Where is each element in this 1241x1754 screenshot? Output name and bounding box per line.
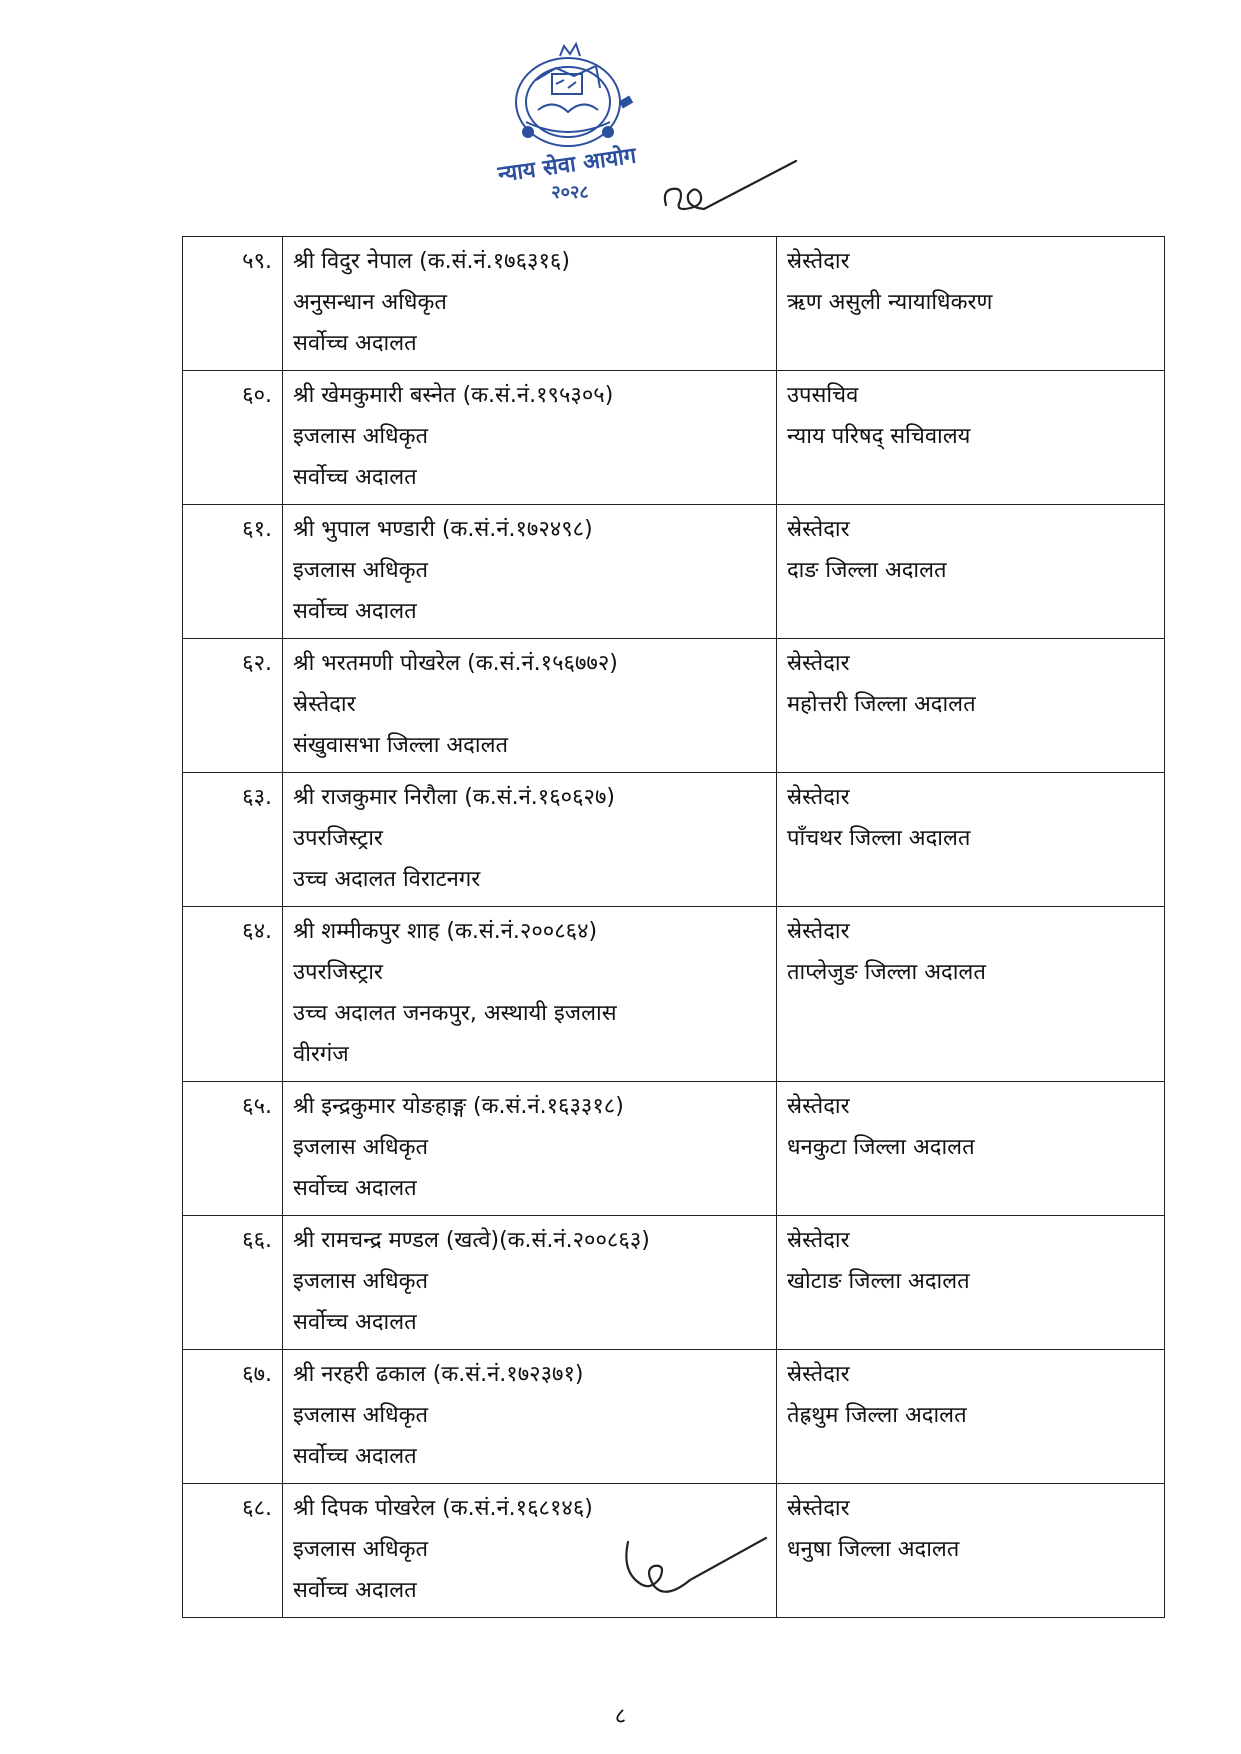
table-row (183, 237, 1165, 371)
seal-title: न्याय सेवा आयोग (496, 143, 638, 188)
new-office: धनकुटा जिल्ला अदालत (787, 1135, 975, 1160)
employee-name: श्री शम्मीकपुर शाह (क.सं.नं.२००८६४) (293, 919, 598, 944)
employee-name: श्री भरतमणी पोखरेल (क.सं.नं.१५६७७२) (293, 651, 618, 676)
employee-name: श्री दिपक पोखरेल (क.सं.नं.१६८१४६) (293, 1496, 593, 1521)
table-row (183, 1350, 1165, 1484)
serial-number: ६०. (183, 371, 283, 505)
new-post: उपसचिव (787, 383, 859, 408)
employee-name: श्री विदुर नेपाल (क.सं.नं.१७६३१६) (293, 249, 570, 274)
page-number: ८ (614, 1704, 627, 1729)
new-post: स्रेस्तेदार (787, 651, 850, 676)
new-office: खोटाङ जिल्ला अदालत (787, 1269, 970, 1294)
serial-number: ६६. (183, 1216, 283, 1350)
current-details (283, 371, 777, 505)
serial-number: ६२. (183, 639, 283, 773)
current-details (283, 773, 777, 907)
new-assignment (777, 237, 1165, 371)
table-row (183, 907, 1165, 1082)
current-post: इजलास अधिकृत (293, 1135, 429, 1160)
current-details (283, 505, 777, 639)
new-office: ताप्लेजुङ जिल्ला अदालत (787, 960, 986, 985)
new-assignment (777, 639, 1165, 773)
current-post: स्रेस्तेदार (293, 692, 356, 717)
current-details (283, 1216, 777, 1350)
serial-number: ६१. (183, 505, 283, 639)
new-post: स्रेस्तेदार (787, 249, 850, 274)
signature-top (660, 155, 800, 225)
serial-number: ६८. (183, 1484, 283, 1618)
new-assignment (777, 505, 1165, 639)
commission-seal (478, 40, 658, 210)
current-office: सर्वोच्च अदालत (293, 465, 417, 490)
new-office: न्याय परिषद् सचिवालय (787, 424, 971, 449)
new-assignment (777, 907, 1165, 1082)
new-post: स्रेस्तेदार (787, 785, 850, 810)
new-office: ऋण असुली न्यायाधिकरण (787, 290, 993, 315)
current-post: इजलास अधिकृत (293, 1537, 429, 1562)
new-assignment (777, 1350, 1165, 1484)
current-office: सर्वोच्च अदालत (293, 1444, 417, 1469)
table-row (183, 639, 1165, 773)
table-row (183, 505, 1165, 639)
current-post: उपरजिस्ट्रार (293, 826, 383, 851)
new-assignment (777, 1216, 1165, 1350)
current-post: इजलास अधिकृत (293, 1403, 429, 1428)
employee-name: श्री खेमकुमारी बस्नेत (क.सं.नं.१९५३०५) (293, 383, 614, 408)
new-assignment (777, 1082, 1165, 1216)
employee-name: श्री नरहरी ढकाल (क.सं.नं.१७२३७१) (293, 1362, 584, 1387)
current-office: संखुवासभा जिल्ला अदालत (293, 733, 509, 758)
new-office: धनुषा जिल्ला अदालत (787, 1537, 960, 1562)
current-office-continued: वीरगंज (293, 1042, 349, 1067)
employee-name: श्री इन्द्रकुमार योङहाङ्ग (क.सं.नं.१६३३१८) (293, 1094, 624, 1119)
serial-number: ६५. (183, 1082, 283, 1216)
new-post: स्रेस्तेदार (787, 919, 850, 944)
serial-number: ६३. (183, 773, 283, 907)
employee-name: श्री राजकुमार निरौला (क.सं.नं.१६०६२७) (293, 785, 616, 810)
current-details (283, 237, 777, 371)
table-row (183, 1216, 1165, 1350)
serial-number: ६४. (183, 907, 283, 1082)
current-details (283, 1350, 777, 1484)
serial-number: ६७. (183, 1350, 283, 1484)
current-office: सर्वोच्च अदालत (293, 1310, 417, 1335)
new-assignment (777, 773, 1165, 907)
current-office: सर्वोच्च अदालत (293, 331, 417, 356)
current-post: इजलास अधिकृत (293, 424, 429, 449)
new-office: दाङ जिल्ला अदालत (787, 558, 947, 583)
current-post: अनुसन्धान अधिकृत (293, 290, 447, 315)
current-post: इजलास अधिकृत (293, 1269, 429, 1294)
current-office: उच्च अदालत विराटनगर (293, 867, 481, 892)
new-assignment (777, 371, 1165, 505)
current-office: सर्वोच्च अदालत (293, 1176, 417, 1201)
seal-year: २०२८ (551, 182, 589, 203)
new-assignment (777, 1484, 1165, 1618)
transfer-table (182, 236, 1165, 1618)
current-office: उच्च अदालत जनकपुर, अस्थायी इजलास (293, 1001, 617, 1026)
new-office: पाँचथर जिल्ला अदालत (787, 826, 971, 851)
current-details (283, 639, 777, 773)
table-row (183, 371, 1165, 505)
current-post: इजलास अधिकृत (293, 558, 429, 583)
new-post: स्रेस्तेदार (787, 1362, 850, 1387)
current-office: सर्वोच्च अदालत (293, 1578, 417, 1603)
new-post: स्रेस्तेदार (787, 1496, 850, 1521)
current-post: उपरजिस्ट्रार (293, 960, 383, 985)
new-post: स्रेस्तेदार (787, 1094, 850, 1119)
serial-number: ५९. (183, 237, 283, 371)
table-row (183, 1082, 1165, 1216)
employee-name: श्री रामचन्द्र मण्डल (खत्वे)(क.सं.नं.२००८६३) (293, 1228, 650, 1253)
new-post: स्रेस्तेदार (787, 517, 850, 542)
new-office: तेह्रथुम जिल्ला अदालत (787, 1403, 967, 1428)
new-office: महोत्तरी जिल्ला अदालत (787, 692, 976, 717)
current-details (283, 907, 777, 1082)
signature-bottom (620, 1530, 770, 1610)
table-row (183, 773, 1165, 907)
current-details (283, 1082, 777, 1216)
new-post: स्रेस्तेदार (787, 1228, 850, 1253)
employee-name: श्री भुपाल भण्डारी (क.सं.नं.१७२४९८) (293, 517, 593, 542)
current-office: सर्वोच्च अदालत (293, 599, 417, 624)
